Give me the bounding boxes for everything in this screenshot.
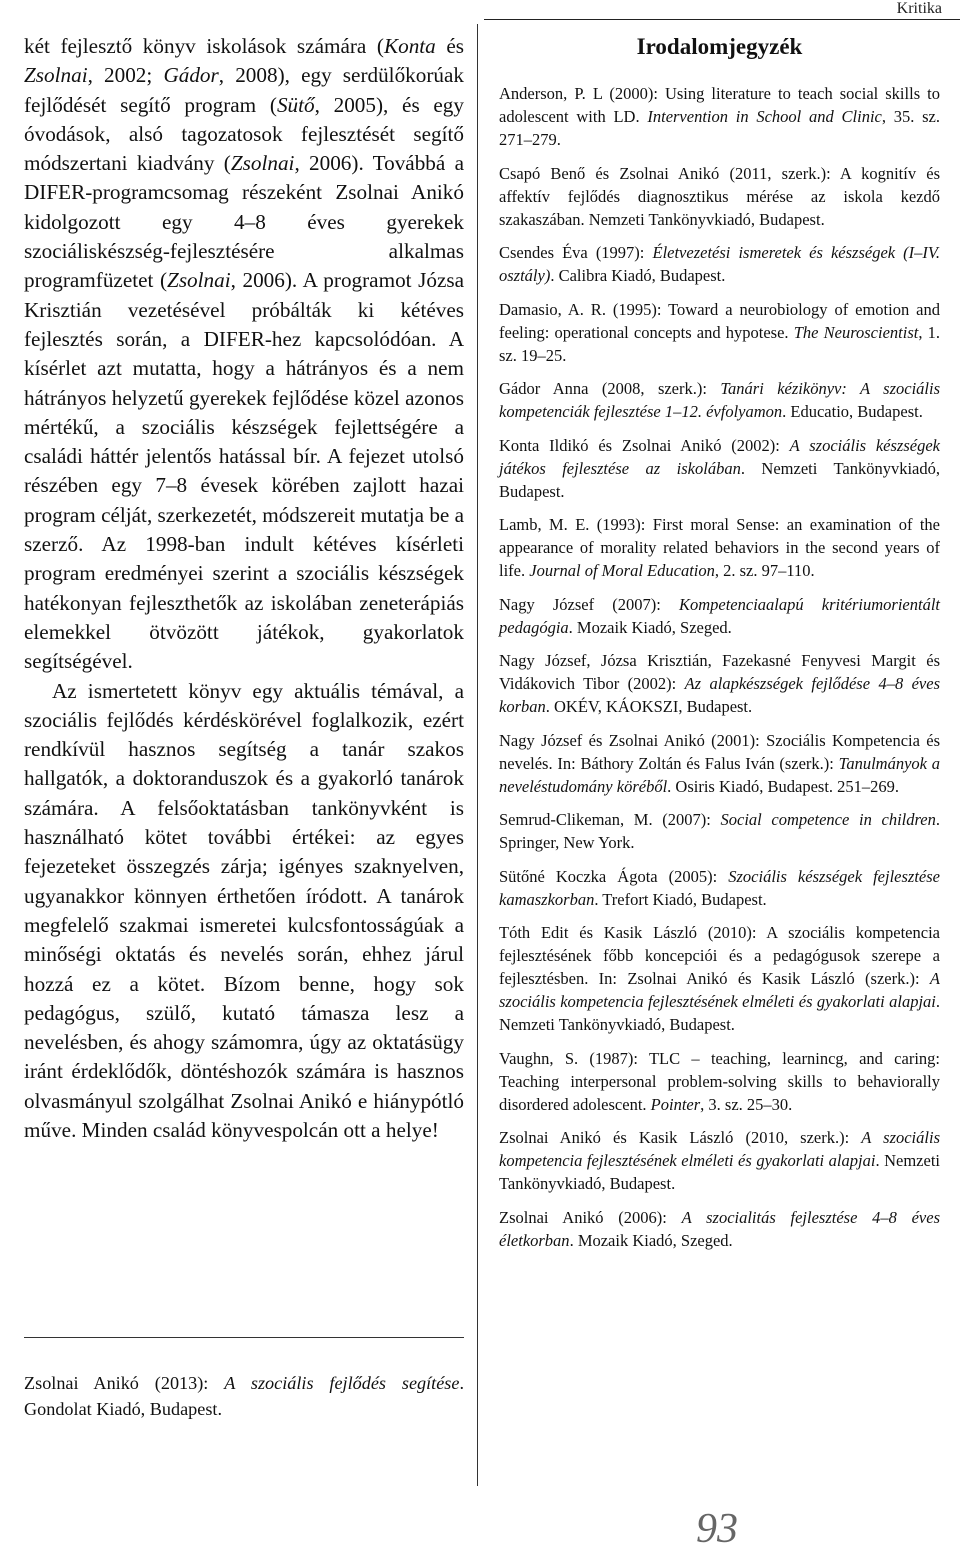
italic-text: Zsolnai (230, 151, 295, 176)
italic-text: Konta (383, 34, 436, 58)
italic-text: Pointer (650, 1094, 701, 1114)
reference-item: Damasio, A. R. (1995): Toward a neurobiology of emotion and feeling: operational concepts and hypotese. The Neuroscientist, 1. sz. 19‒25. (499, 299, 940, 365)
italic-text: A szocialitás fejlesztése 4‒8 éves életkorban (499, 1207, 940, 1250)
reference-item: Nagy József és Zsolnai Anikó (2001): Szociális Kompetencia és nevelés. In: Báthory Zoltán és Falus Iván (szerk.): Tanulmányok a neveléstudomány köréből. Osiris Kiadó, Budapest. 251‒269. (499, 730, 940, 796)
reference-item: Anderson, P. L (2000): Using literature to teach social skills to adolescent with LD. Intervention in School and Clinic, 35. sz. 271‒279. (499, 84, 940, 149)
italic-text: Zsolnai (167, 268, 231, 293)
reference-item: Nagy József, Józsa Krisztián, Fazekasné Fenyvesi Margit és Vidákovich Tibor (2002): Az alapkészségek fejlődése 4‒8 éves korban. OKÉV, KÁOKSZI, Budapest. (499, 651, 940, 716)
reference-item: Lamb, M. E. (1993): First moral Sense: an examination of the appearance of morality related behaviors in the second years of life. Journal of Moral Education, 2. sz. 97‒110. (499, 515, 940, 580)
italic-text: Kompetenciaalapú kritériumorientált pedagógia (499, 594, 940, 637)
reference-item: Csapó Benő és Zsolnai Anikó (2011, szerk.): A kognitív és affektív fejlődés diagnosztikus mérése az iskola kezdő szakaszában. Nemzeti Tankönyvkiadó, Budapest. (499, 163, 940, 229)
reference-item: Tóth Edit és Kasik László (2010): A szociális kompetencia fejlesztésének főbb koncepciói és a pedagógusok szerepe a fejlesztésben. In: Zsolnai Anikó és Kasik László (szerk.): A szociális kompetencia fejlesztésének elméleti és gyakorlati alapjai. Nemzeti Tankönyvkiadó, Budapest. (499, 923, 940, 1034)
italic-text: Szociális készségek fejlesztése kamaszkorban (499, 866, 940, 909)
italic-text: A szociális fejlődés segítése (224, 1373, 460, 1393)
italic-text: Journal of Moral Education (529, 561, 715, 580)
source-rule (24, 1337, 464, 1338)
italic-text: Tanári kézikönyv: A szociális kompetenciák fejlesztése 1‒12. évfolyamon (499, 379, 941, 421)
reference-item: Semrud-Clikeman, M. (2007): Social competence in children. Springer, New York. (499, 810, 940, 852)
column-divider (477, 24, 478, 1486)
reference-item: Konta Ildikó és Zsolnai Anikó (2002): A szociális készségek játékos fejlesztése az iskolában. Nemzeti Tankönyvkiadó, Budapest. (499, 435, 941, 501)
review-body (24, 32, 464, 1145)
reference-item: Vaughn, S. (1987): TLC ‒ teaching, learnincg, and caring: Teaching interpersonal problem-solving skills to behaviorally disordered adolescent. Pointer, 3. sz. 25‒30. (499, 1048, 940, 1114)
review-paragraph-1: két fejlesztő könyv iskolások számára (Konta és Zsolnai, 2002; Gádor, 2008), egy serdülőkorúak fejlődését segítő program (Sütő, 2005), és egy óvodások, alsó tagozatosok fejlesztését segítő módszertani kiadvány (Zsolnai, 2006). Továbbá a DIFER-programcsomag részeként Zsolnai Anikó kidolgozott egy 4‒8 éves gyerekek szociáliskészség-fejlesztésére alkalmas programfüzetet (Zsolnai, 2006). A programot Józsa Krisztián vezetésével próbálták ki kétéves fejlesztés során, a DIFER-hez kapcsolódóan. A kísérlet azt mutatta, hogy a hátrányos és a nem hátrányos helyzetű gyerekek fejlődése közel azonos mértékű, a szociális készségek fejlettségére a családi háttér jelentős hatással bír. A fejezet utolsó részében egy 7‒8 évesek körében zajlott hazai program célját, szerkezetét, módszereit mutatja be a szerző. Az 1998-ban indult kétéves kísérleti program eredményei szerint a szociális készségek hatékonyan fejleszthetők az iskolában zeneterápiás elemekkel ötvözött játékok, gyakorlatok segítségével. (24, 34, 465, 674)
italic-text: Social competence in children (720, 810, 936, 829)
reference-item: Sütőné Koczka Ágota (2005): Szociális készségek fejlesztése kamaszkorban. Trefort Kiadó, Budapest. (499, 866, 940, 909)
reference-item: Gádor Anna (2008, szerk.): Tanári kézikönyv: A szociális kompetenciák fejlesztése 1‒12. évfolyamon. Educatio, Budapest. (499, 379, 941, 421)
italic-text: A szociális készségek játékos fejlesztése az iskolában (499, 435, 940, 478)
italic-text: Gádor (163, 63, 219, 88)
italic-text: Intervention in School and Clinic (647, 107, 882, 126)
reviewed-book-source: Zsolnai Anikó (2013): A szociális fejlődés segítése. Gondolat Kiadó, Budapest. (24, 1373, 464, 1419)
bibliography (499, 32, 940, 1262)
italic-text: Életvezetési ismeretek és készségek (I‒IV. osztály) (499, 243, 940, 285)
reference-item: Nagy József (2007): Kompetenciaalapú kritériumorientált pedagógia. Mozaik Kiadó, Szeged. (499, 594, 940, 637)
reference-list (499, 82, 940, 1252)
header-rule (484, 19, 960, 20)
bibliography-title: Irodalomjegyzék (636, 34, 803, 59)
italic-text: A szociális kompetencia fejlesztésének elméleti és gyakorlati alapjai (499, 1128, 940, 1170)
italic-text: A szociális kompetencia fejlesztésének elméleti és gyakorlati alapjai (499, 969, 940, 1011)
italic-text: Sütő (276, 92, 315, 117)
section-label: Kritika (896, 0, 942, 17)
page-number: 93 (696, 1506, 738, 1552)
review-paragraph-2: Az ismertetett könyv egy aktuális témával, a szociális fejlődés kérdéskörével foglalkozik, ezért rendkívül hasznos segítség a tanár szakos hallgatók, a doktoranduszok és a gyakorló tanárok számára. A felsőoktatásban tankönyvként is használható kötet további értékei: az egyes fejezeteket összegzés zárja; igényes szaknyelven, ugyanakkor könnyen érthetően íródott. A tanárok megfelelő szakmai ismeretei kulcsfontosságúak a minőségi oktatás és nevelés során, ehhez járul hozzá ez a kötet. Bízom benne, hogy sok pedagógus, szülő, kutató támasza lesz a nevelésben, és ahogy számomra, úgy az oktatásügy iránt érdeklődők, döntéshozók számára is hasznos olvasmányul szolgálhat Zsolnai Anikó e hiánypótló műve. Minden család könyvespolcán ott a helye! (24, 678, 464, 1142)
italic-text: Tanulmányok a neveléstudomány köréből (499, 753, 940, 796)
reference-item: Zsolnai Anikó és Kasik László (2010, szerk.): A szociális kompetencia fejlesztésének elméleti és gyakorlati alapjai. Nemzeti Tankönyvkiadó, Budapest. (499, 1128, 940, 1193)
reference-item: Csendes Éva (1997): Életvezetési ismeretek és készségek (I‒IV. osztály). Calibra Kiadó, Budapest. (499, 243, 940, 285)
italic-text: Az alapkészségek fejlődése 4‒8 éves korban (499, 674, 940, 716)
reference-item: Zsolnai Anikó (2006): A szocialitás fejlesztése 4‒8 éves életkorban. Mozaik Kiadó, Szeged. (499, 1207, 940, 1250)
italic-text: The Neuroscientist (793, 322, 919, 342)
italic-text: Zsolnai (24, 63, 88, 88)
